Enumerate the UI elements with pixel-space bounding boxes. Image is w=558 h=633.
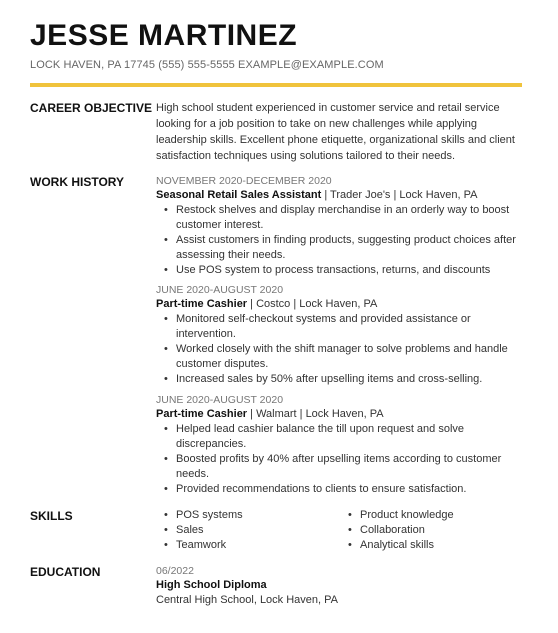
list-item: • Sales [164, 524, 204, 536]
bullet-icon: • [164, 539, 168, 551]
list-item: • Monitored self-checkout systems and provided assistance or intervention. [164, 313, 471, 340]
job-title: Seasonal Retail Sales Assistant [156, 189, 322, 201]
bullet-icon: • [164, 453, 168, 465]
bullet-icon: • [164, 234, 168, 246]
list-item: • POS systems [164, 509, 243, 521]
job-bullets [156, 312, 528, 387]
job-heading [156, 408, 384, 420]
bullet-icon: • [348, 539, 352, 551]
list-item: • Worked closely with the shift manager to solve problems and handle customer disputes. [164, 343, 508, 370]
job-heading [156, 298, 377, 310]
contact-line: LOCK HAVEN, PA 17745 (555) 555-5555 EXAMPLE@EXAMPLE.COM [30, 59, 384, 71]
candidate-name: JESSE MARTINEZ [30, 19, 298, 52]
bullet-icon: • [164, 423, 168, 435]
education-school: Central High School, Lock Haven, PA [156, 594, 338, 606]
list-item: • Assist customers in finding products, suggesting product choices after assessing their needs. [164, 234, 516, 261]
list-item: • Helped lead cashier balance the till upon request and solve discrepancies. [164, 423, 465, 450]
list-item: • Collaboration [348, 524, 425, 536]
bullet-icon: • [164, 343, 168, 355]
job-bullets [156, 422, 528, 497]
list-item: • Analytical skills [348, 539, 434, 551]
job-bullets [156, 203, 528, 278]
section-label-skills: SKILLS [30, 509, 73, 523]
job-title: Part-time Cashier [156, 298, 248, 310]
section-label-work: WORK HISTORY [30, 175, 125, 189]
bullet-icon: • [164, 524, 168, 536]
bullet-icon: • [164, 264, 168, 276]
section-label-objective: CAREER OBJECTIVE [30, 101, 153, 115]
education-date: 06/2022 [156, 565, 194, 577]
job-heading [156, 189, 477, 201]
accent-divider [30, 83, 522, 87]
bullet-icon: • [164, 204, 168, 216]
bullet-icon: • [348, 524, 352, 536]
bullet-icon: • [164, 509, 168, 521]
job-details: | Walmart | Lock Haven, PA [247, 408, 384, 420]
job-dates: NOVEMBER 2020-DECEMBER 2020 [156, 175, 332, 187]
job-details: | Costco | Lock Haven, PA [247, 298, 378, 310]
list-item: • Provided recommendations to clients to ensure satisfaction. [164, 483, 467, 495]
bullet-icon: • [164, 483, 168, 495]
bullet-icon: • [348, 509, 352, 521]
job-dates: JUNE 2020-AUGUST 2020 [156, 284, 284, 296]
list-item: • Boosted profits by 40% after upselling items according to customer needs. [164, 453, 502, 480]
list-item: • Restock shelves and display merchandise in an orderly way to boost customer interest. [164, 204, 510, 231]
education-degree: High School Diploma [156, 579, 267, 591]
skills-list-right [340, 508, 558, 553]
bullet-icon: • [164, 373, 168, 385]
list-item: • Teamwork [164, 539, 227, 551]
job-dates: JUNE 2020-AUGUST 2020 [156, 394, 284, 406]
job-details: | Trader Joe's | Lock Haven, PA [321, 189, 478, 201]
list-item: • Increased sales by 50% after upselling items and cross-selling. [164, 373, 483, 385]
list-item: • Use POS system to process transactions, returns, and discounts [164, 264, 491, 276]
section-label-education: EDUCATION [30, 565, 101, 579]
bullet-icon: • [164, 313, 168, 325]
list-item: • Product knowledge [348, 509, 454, 521]
objective-text: High school student experienced in customer service and retail service looking for a job position to take on new challenges while applying leadership skills. Excellent phone etiquette, organizational skills and client satisfaction techniques using solutions tailored to their needs. [156, 102, 515, 162]
job-title: Part-time Cashier [156, 408, 248, 420]
